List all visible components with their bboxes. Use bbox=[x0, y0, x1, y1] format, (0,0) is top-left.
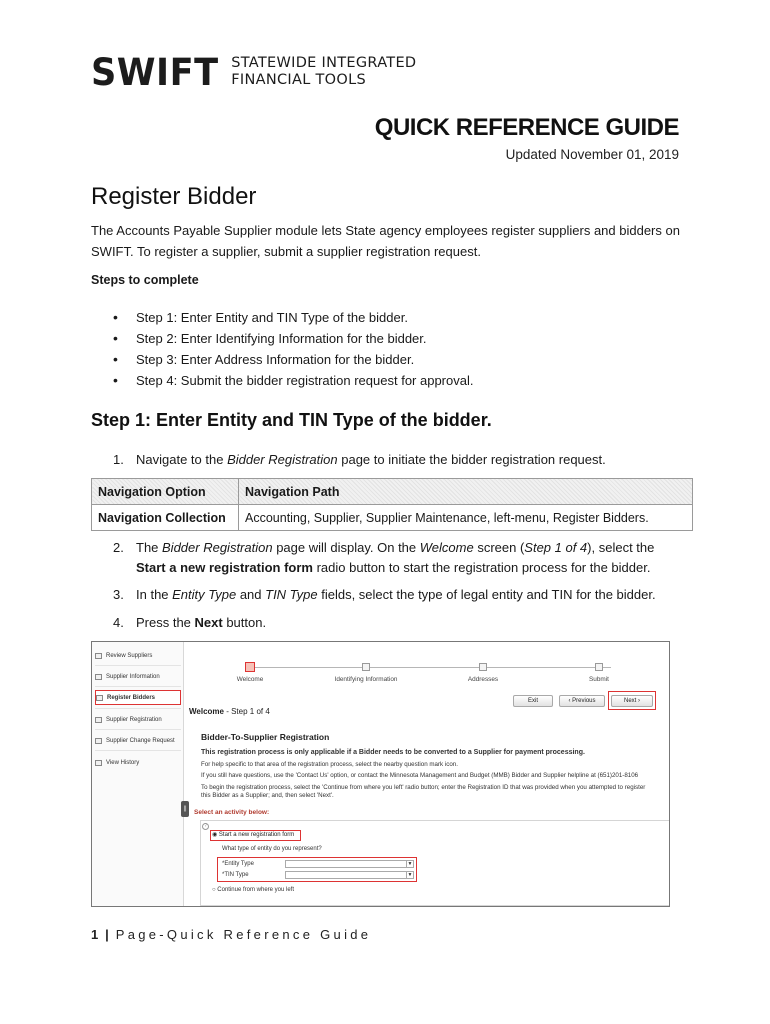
page-icon bbox=[95, 653, 102, 659]
text: The bbox=[136, 540, 163, 555]
table-cell: Navigation Collection bbox=[92, 505, 239, 531]
train-label-identifying: Identifying Information bbox=[334, 676, 398, 683]
entity-type-label: *Entity Type bbox=[222, 861, 254, 867]
registration-begin: To begin the registration process, select the 'Continue from where you left' radio button; enter the Registration ID that was provided when you attempted to register bbox=[201, 784, 646, 791]
text: Press the bbox=[136, 615, 195, 630]
intro-paragraph: The Accounts Payable Supplier module lets State agency employees register suppliers and bidders on SWIFT. To register a supplier, submit a supplier registration request. bbox=[91, 223, 680, 259]
instruction-3 bbox=[113, 585, 683, 605]
text: page will display. On the bbox=[272, 540, 420, 555]
list-item: • Step 2: Enter Identifying Information for the bidder. bbox=[113, 328, 473, 349]
radio-label: Start a new registration form bbox=[218, 832, 295, 838]
updated-date: Updated November 01, 2019 bbox=[505, 147, 679, 162]
text-emphasis: Bidder Registration bbox=[227, 452, 338, 467]
registration-title: Bidder-To-Supplier Registration bbox=[201, 732, 330, 742]
next-button[interactable]: Next › bbox=[611, 695, 653, 707]
divider bbox=[95, 729, 181, 730]
text: fields, select the type of legal entity and TIN for the bidder. bbox=[317, 587, 656, 602]
text: ), select the bbox=[587, 540, 655, 555]
start-new-radio[interactable]: ◉ Start a new registration form bbox=[212, 832, 295, 838]
previous-button[interactable]: ‹ Previous bbox=[559, 695, 605, 707]
instruction-number: 1. bbox=[113, 452, 124, 467]
sidebar-item-label: Register Bidders bbox=[107, 694, 156, 701]
steps-list bbox=[113, 307, 473, 391]
swift-logo bbox=[91, 52, 416, 92]
embedded-screenshot bbox=[91, 641, 670, 907]
instruction-1 bbox=[113, 450, 683, 470]
section-title: Step 1: Enter Entity and TIN Type of the bidder. bbox=[91, 410, 492, 430]
logo-line-1: STATEWIDE INTEGRATED bbox=[231, 55, 417, 71]
table-header-row bbox=[92, 479, 693, 505]
logo-line-2: FINANCIAL TOOLS bbox=[231, 72, 366, 88]
footer-separator: | bbox=[105, 927, 109, 942]
train-step-icon bbox=[479, 663, 487, 671]
steps-heading: Steps to complete bbox=[91, 273, 199, 287]
table-header: Navigation Path bbox=[239, 479, 693, 505]
sidebar-item-label: Supplier Registration bbox=[106, 716, 162, 723]
page-icon bbox=[95, 760, 102, 766]
select-activity-label: Select an activity below: bbox=[194, 809, 270, 816]
text: page to initiate the bidder registration request. bbox=[337, 452, 606, 467]
sidebar-item-supplier-registration[interactable] bbox=[95, 712, 181, 727]
chevron-down-icon: ▼ bbox=[407, 872, 413, 878]
instruction-4 bbox=[113, 613, 683, 633]
divider bbox=[95, 686, 181, 687]
text: and bbox=[236, 587, 266, 602]
page-icon bbox=[95, 738, 102, 744]
sidebar-item-register-bidders[interactable] bbox=[95, 690, 181, 705]
instruction-2 bbox=[113, 538, 683, 578]
list-item: • Step 1: Enter Entity and TIN Type of the bidder. bbox=[113, 307, 473, 328]
page-footer bbox=[91, 927, 371, 942]
page-icon bbox=[96, 695, 103, 701]
registration-note: This registration process is only applicable if a Bidder needs to be converted to a Supplier for payment processing. bbox=[201, 749, 585, 756]
page-title: Register Bidder bbox=[91, 183, 257, 210]
list-item: • Step 4: Submit the bidder registration request for approval. bbox=[113, 370, 473, 391]
footer-text: Page-Quick Reference Guide bbox=[115, 927, 372, 942]
list-item: • Step 3: Enter Address Information for the bidder. bbox=[113, 349, 473, 370]
logo-subtitle bbox=[231, 55, 416, 89]
text: radio button to start the registration process for the bidder. bbox=[312, 560, 651, 575]
sidebar-item-label: Supplier Change Request bbox=[106, 737, 175, 744]
text-strong: Next bbox=[194, 615, 223, 630]
sidebar-item-supplier-change-request[interactable] bbox=[95, 733, 181, 748]
train-label-welcome: Welcome bbox=[236, 676, 264, 683]
tin-type-select[interactable] bbox=[285, 871, 414, 879]
text-emphasis: TIN Type bbox=[265, 587, 318, 602]
progress-train-line bbox=[250, 667, 611, 668]
welcome-label: Welcome bbox=[189, 707, 224, 716]
text: Navigate to the bbox=[136, 452, 228, 467]
page-number: 1 bbox=[91, 927, 99, 942]
sidebar-item-supplier-information[interactable] bbox=[95, 669, 181, 684]
divider bbox=[95, 750, 181, 751]
train-label-submit: Submit bbox=[589, 676, 609, 683]
logo-word: SWIFT bbox=[91, 50, 219, 94]
entity-question: What type of entity do you represent? bbox=[222, 846, 322, 852]
text-emphasis: Welcome bbox=[419, 540, 474, 555]
instruction-number: 4. bbox=[113, 615, 124, 630]
welcome-heading bbox=[189, 707, 270, 716]
guide-title: QUICK REFERENCE GUIDE bbox=[374, 114, 679, 141]
divider bbox=[95, 708, 181, 709]
divider bbox=[95, 665, 181, 666]
instruction-number: 3. bbox=[113, 587, 124, 602]
page-icon bbox=[95, 717, 102, 723]
text-strong: Start a new registration form bbox=[136, 560, 313, 575]
sidebar-item-label: View History bbox=[106, 759, 140, 766]
sidebar-item-label: Review Suppliers bbox=[106, 652, 153, 659]
welcome-step: - Step 1 of 4 bbox=[223, 707, 270, 716]
table-header: Navigation Option bbox=[92, 479, 239, 505]
page-icon bbox=[95, 674, 102, 680]
registration-contact: If you still have questions, use the 'Contact Us' option, or contact the Minnesota Management and Budget (MMB) Bidder and Supplier helpline at (651)201-8106 bbox=[201, 772, 639, 779]
tin-type-label: *TIN Type bbox=[222, 872, 249, 878]
table-cell: Accounting, Supplier, Supplier Maintenance, left-menu, Register Bidders. bbox=[239, 505, 693, 531]
chevron-down-icon: ▼ bbox=[407, 861, 413, 867]
text: In the bbox=[136, 587, 173, 602]
text-emphasis: Step 1 of 4 bbox=[524, 540, 588, 555]
next-highlight bbox=[608, 691, 656, 710]
sidebar-item-review-suppliers[interactable] bbox=[95, 648, 181, 663]
collapse-handle-icon[interactable]: || bbox=[181, 801, 189, 817]
entity-type-select[interactable] bbox=[285, 860, 414, 868]
train-label-addresses: Addresses bbox=[467, 676, 499, 683]
sidebar-item-label: Supplier Information bbox=[106, 673, 160, 680]
help-icon[interactable]: ? bbox=[202, 823, 209, 830]
registration-help: For help specific to that area of the registration process, select the nearby question mark icon. bbox=[201, 761, 458, 768]
continue-radio[interactable]: ○ Continue from where you left bbox=[212, 887, 295, 893]
radio-label: Continue from where you left bbox=[217, 887, 295, 893]
text-emphasis: Entity Type bbox=[172, 587, 237, 602]
text: button. bbox=[222, 615, 267, 630]
train-step-current-icon bbox=[245, 662, 255, 672]
instruction-number: 2. bbox=[113, 540, 124, 555]
text: screen ( bbox=[473, 540, 525, 555]
sidebar-item-view-history[interactable] bbox=[95, 755, 181, 770]
registration-begin: this Bidder as a Supplier; and, then select 'Next'. bbox=[201, 792, 334, 799]
train-step-icon bbox=[595, 663, 603, 671]
train-step-icon bbox=[362, 663, 370, 671]
exit-button[interactable]: Exit bbox=[513, 695, 553, 707]
text-emphasis: Bidder Registration bbox=[162, 540, 273, 555]
screenshot-sidebar bbox=[92, 642, 184, 906]
table-row bbox=[92, 505, 693, 531]
navigation-table bbox=[91, 478, 693, 531]
